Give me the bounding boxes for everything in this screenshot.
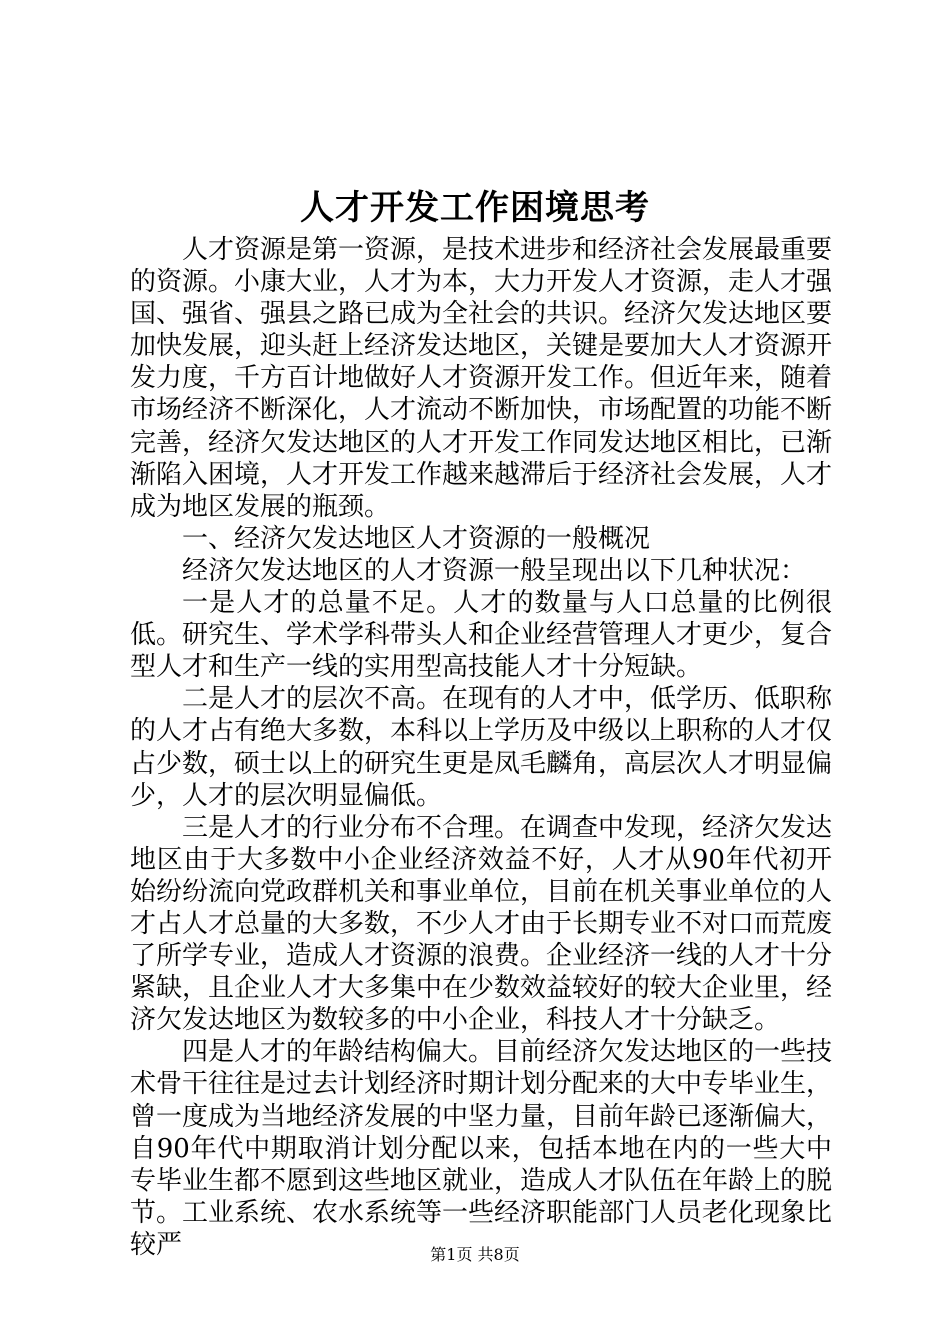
paragraph-intro: 人才资源是第一资源，是技术进步和经济社会发展最重要的资源。小康大业，人才为本，大力开发人才资源，走人才强国、强省、强县之路已成为全社会的共识。经济欠发达地区要加快发展，迎头赶上经济发达地区，关键是要加大人才资源开发力度，千方百计地做好人才资源开发工作。但近年来，随着市场经济不断深化，人才流动不断加快，市场配置的功能不断完善，经济欠发达地区的人才开发工作同发达地区相比，已渐渐陷入困境，人才开发工作越来越滞后于经济社会发展，人才成为地区发展的瓶颈。 (130, 235, 833, 522)
document-body (130, 234, 832, 1261)
paragraph-point-4: 四是人才的年龄结构偏大。目前经济欠发达地区的一些技术骨干往往是过去计划经济时期计划分配来的大中专毕业生，曾一度成为当地经济发展的中坚力量，目前年龄已逐渐偏大，自90年代中期取消计划分配以来，包括本地在内的一些大中专毕业生都不愿到这些地区就业，造成人才队伍在年龄上的脱节。工业系统、农水系统等一些经济职能部门人员老化现象比较严 (130, 1037, 833, 1260)
paragraph-point-3: 三是人才的行业分布不合理。在调查中发现，经济欠发达地区由于大多数中小企业经济效益不好，人才从90年代初开始纷纷流向党政群机关和事业单位，目前在机关事业单位的人才占人才总量的大多数，不少人才由于长期专业不对口而荒废了所学专业，造成人才资源的浪费。企业经济一线的人才十分紧缺，且企业人才大多集中在少数效益较好的较大企业里，经济欠发达地区为数较多的中小企业，科技人才十分缺乏。 (130, 812, 833, 1036)
section-heading: 一、经济欠发达地区人才资源的一般概况 (182, 523, 651, 554)
paragraph-point-2: 二是人才的层次不高。在现有的人才中，低学历、低职称的人才占有绝大多数，本科以上学历及中级以上职称的人才仅占少数，硕士以上的研究生更是凤毛麟角，高层次人才明显偏少，人才的层次明显偏低。 (130, 684, 833, 811)
page-number: 第1页 共8页 (430, 1245, 520, 1264)
paragraph-point-1: 一是人才的总量不足。人才的数量与人口总量的比例很低。研究生、学术学科带头人和企业经营管理人才更少，复合型人才和生产一线的实用型高技能人才十分短缺。 (130, 588, 833, 683)
paragraph-overview: 经济欠发达地区的人才资源一般呈现出以下几种状况： (182, 555, 807, 586)
document-title: 人才开发工作困境思考 (300, 188, 650, 228)
